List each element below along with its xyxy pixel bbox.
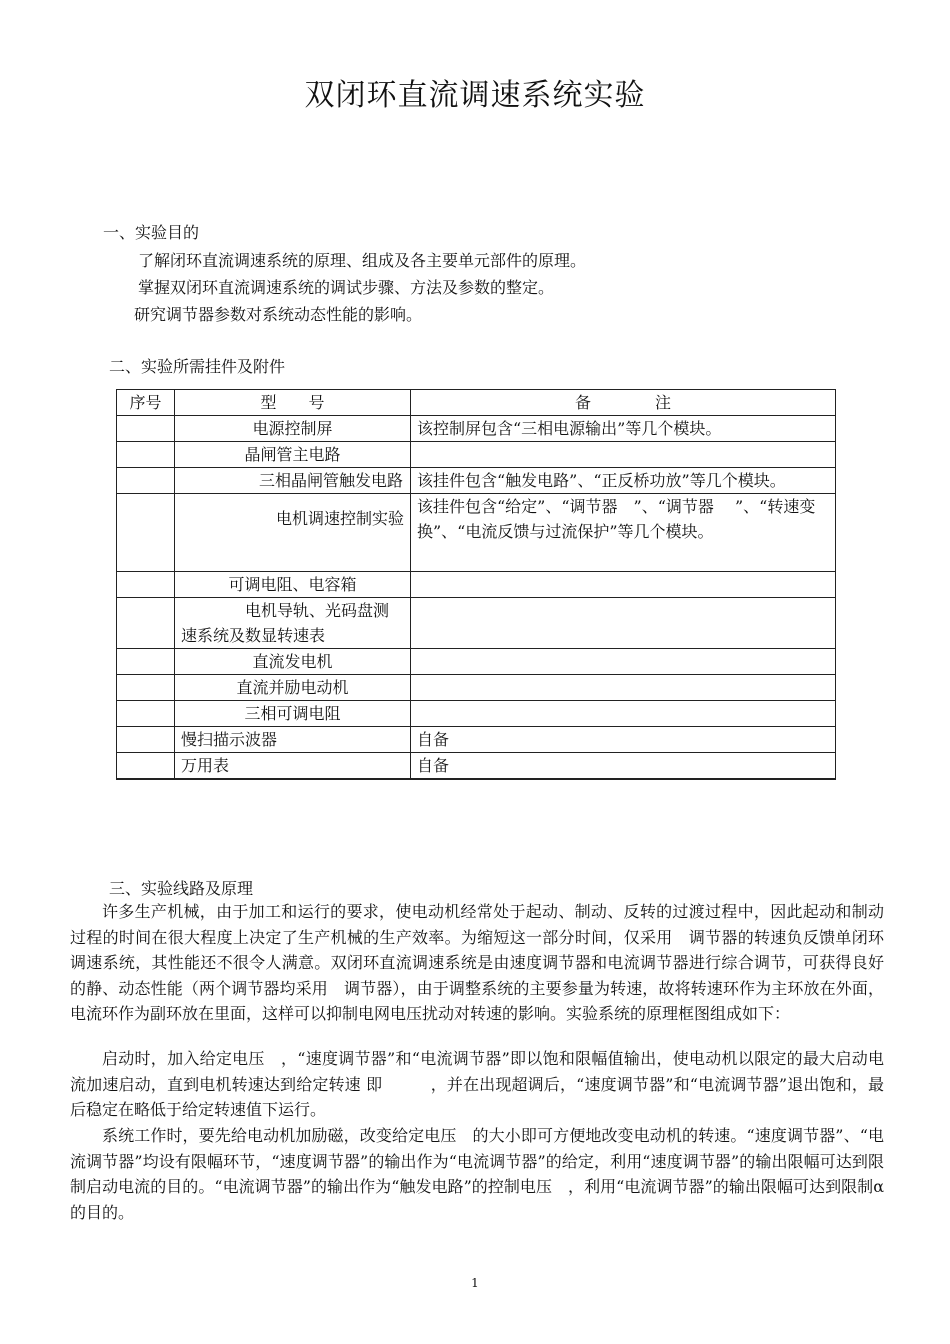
cell-no — [117, 779, 175, 780]
cell-no — [117, 416, 175, 442]
cell-no — [117, 494, 175, 572]
cell-no — [117, 468, 175, 494]
table-row — [117, 468, 836, 494]
principle-paragraph: 系统工作时，要先给电动机加励磁，改变给定电压 的大小即可方便地改变电动机的转速。“速度调节器”、“电流调节器”均设有限幅环节，“速度调节器”的输出作为“电流调节器”的给定，利用“速度调节器”的输出限幅可达到限制启动电流的目的。“电流调节器”的输出作为“触发电路”的控制电压 ，利用“电流调节器”的输出限幅可达到限制α 的目的。 — [70, 1126, 901, 1222]
objective-item: 了解闭环直流调速系统的原理、组成及各主要单元部件的原理。 — [138, 251, 587, 270]
table-row — [117, 416, 836, 442]
cell-model: 直流并励电动机 — [175, 675, 411, 701]
cell-note: 自备 — [411, 753, 836, 779]
table-row — [117, 701, 836, 727]
equipment-table — [116, 389, 836, 780]
cell-no — [117, 675, 175, 701]
cell-note — [411, 649, 836, 675]
cell-model: 慢扫描示波器 — [175, 727, 411, 753]
page-number: 1 — [471, 1276, 479, 1290]
cell-note — [411, 701, 836, 727]
cell-no — [117, 572, 175, 598]
cell-note — [411, 442, 836, 468]
table-row — [117, 753, 836, 779]
objective-item: 研究调节器参数对系统动态性能的影响。 — [134, 305, 423, 324]
table-row — [117, 572, 836, 598]
cell-model: 晶闸管主电路 — [175, 442, 411, 468]
table-row — [117, 675, 836, 701]
cell-note — [411, 675, 836, 701]
cell-no — [117, 598, 175, 649]
cell-note — [411, 572, 836, 598]
header-no: 序号 — [117, 390, 175, 416]
table-row — [117, 649, 836, 675]
cell-no — [117, 753, 175, 779]
cell-note: 该控制屏包含“三相电源输出”等几个模块。 — [411, 416, 836, 442]
cell-model: 电机导轨、光码盘测速系统及数显转速表 — [175, 598, 411, 649]
cell-model — [175, 779, 411, 780]
cell-note: 自备 — [411, 727, 836, 753]
table-row — [117, 442, 836, 468]
cell-note — [411, 779, 836, 780]
principle-paragraph: 启动时，加入给定电压 ，“速度调节器”和“电流调节器”即以饱和限幅值输出，使电动机以限定的最大启动电流加速启动，直到电机转速达到给定转速 即 ，并在出现超调后，“速度调节器”和“电流调节器”退出饱和，最后稳定在略低于给定转速值下运行。 — [70, 1049, 884, 1119]
cell-note: 该挂件包含“触发电路”、“正反桥功放”等几个模块。 — [411, 468, 836, 494]
cell-no — [117, 649, 175, 675]
section1-heading: 一、实验目的 — [103, 223, 200, 242]
header-note: 备 注 — [411, 390, 836, 416]
header-model: 型 号 — [175, 390, 411, 416]
table-row — [117, 779, 836, 780]
cell-model: 电机调速控制实验 — [175, 494, 411, 572]
section2-heading: 二、实验所需挂件及附件 — [109, 357, 286, 376]
table-row — [117, 494, 836, 572]
cell-no — [117, 442, 175, 468]
principle-paragraph: 许多生产机械，由于加工和运行的要求，使电动机经常处于起动、制动、反转的过渡过程中，因此起动和制动过程的时间在很大程度上决定了生产机械的生产效率。为缩短这一部分时间，仅采用 调节器的转速负反馈单闭环调速系统，其性能还不很令人满意。双闭环直流调速系统是由速度调节器和电流调节器进行综合调节，可获得良好的静、动态性能（两个调节器均采用 调节器），由于调整系统的主要参量为转速，故将转速环作为主环放在外面，电流环作为副环放在里面，这样可以抑制电网电压扰动对转速的影响。实验系统的原理框图组成如下： — [70, 902, 884, 1023]
table-row — [117, 727, 836, 753]
table-header-row — [117, 390, 836, 416]
page-title: 双闭环直流调速系统实验 — [304, 78, 646, 113]
cell-no — [117, 727, 175, 753]
cell-model: 万用表 — [175, 753, 411, 779]
table-row — [117, 598, 836, 649]
section3-heading: 三、实验线路及原理 — [109, 879, 254, 898]
cell-model: 可调电阻、电容箱 — [175, 572, 411, 598]
cell-model: 三相可调电阻 — [175, 701, 411, 727]
objective-item: 掌握双闭环直流调速系统的调试步骤、方法及参数的整定。 — [138, 278, 555, 297]
cell-model: 直流发电机 — [175, 649, 411, 675]
cell-model: 电源控制屏 — [175, 416, 411, 442]
cell-model: 三相晶闸管触发电路 — [175, 468, 411, 494]
cell-note: 该挂件包含“给定”、“调节器 ”、“调节器 ”、“转速变换”、“电流反馈与过流保护”等几个模块。 — [411, 494, 836, 572]
cell-note — [411, 598, 836, 649]
cell-no — [117, 701, 175, 727]
